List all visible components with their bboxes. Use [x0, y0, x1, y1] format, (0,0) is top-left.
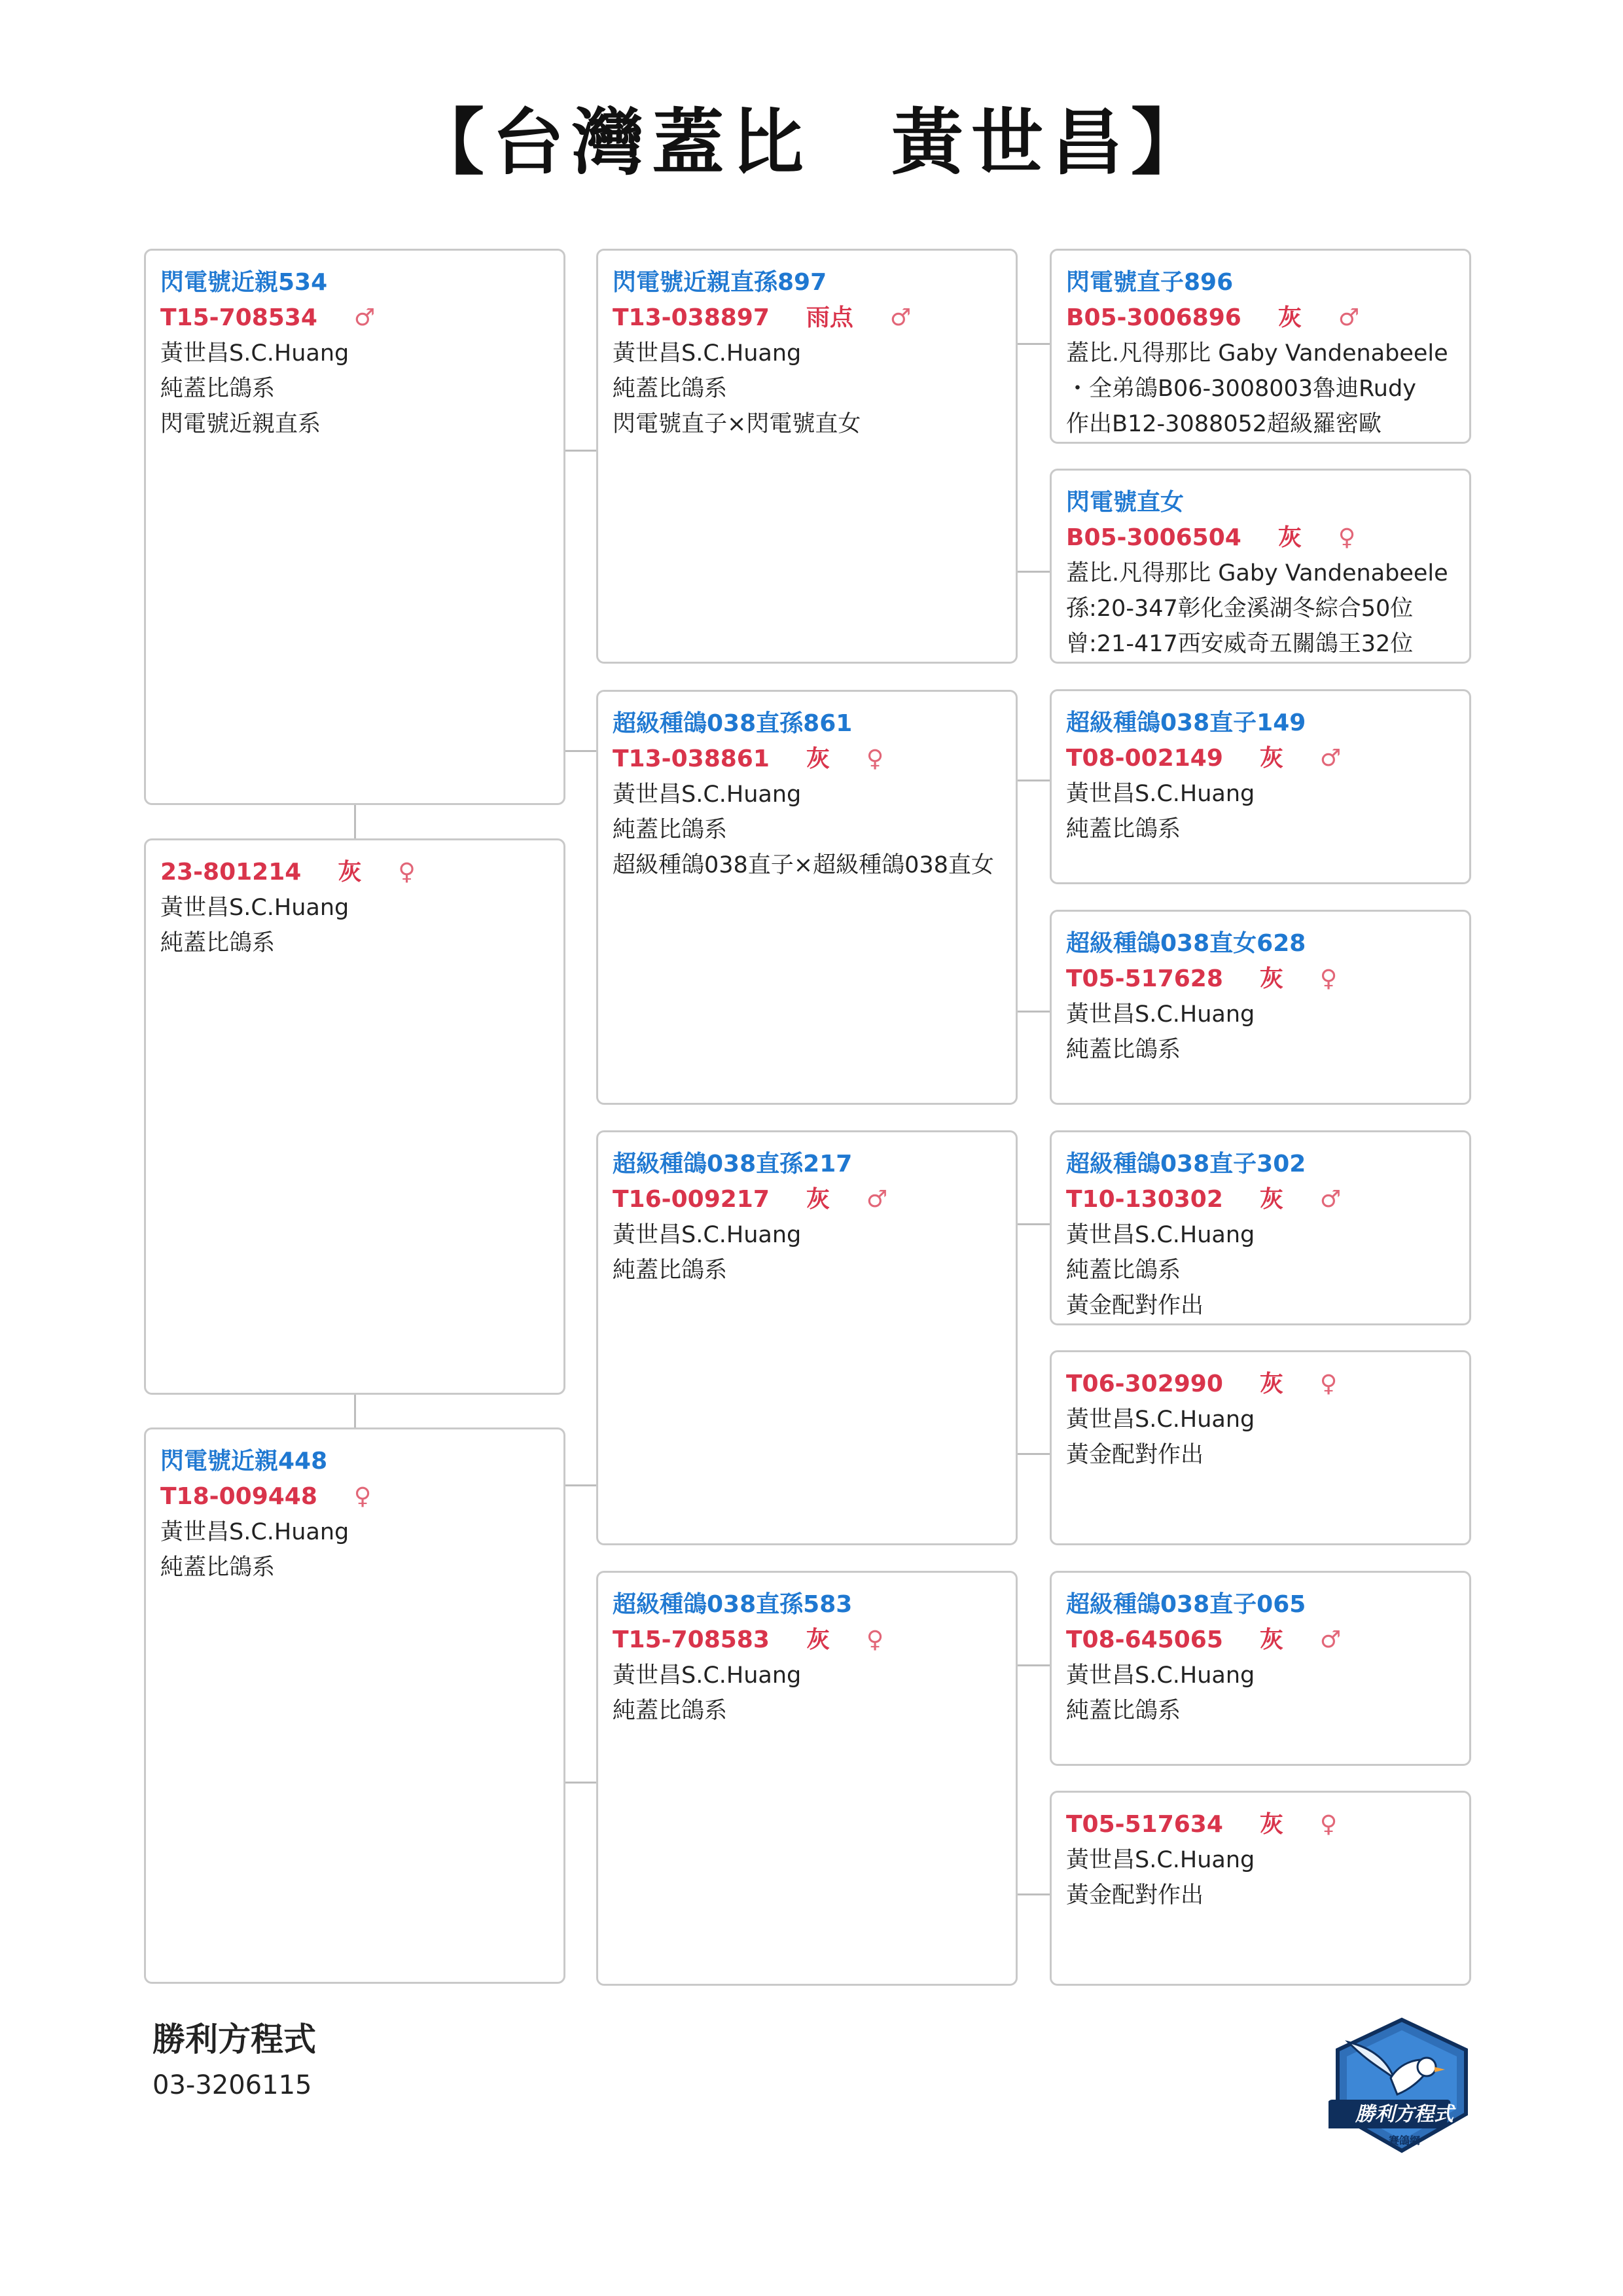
feather-color: 灰	[1259, 1811, 1283, 1838]
connector-line	[1018, 1453, 1050, 1455]
ring-number-row	[1066, 741, 1455, 776]
pigeon-detail-line: 黃世昌S.C.Huang	[1066, 781, 1255, 807]
pigeon-detail-line: 黃世昌S.C.Huang	[1066, 1222, 1255, 1248]
pigeon-name: 閃電號近親534	[160, 269, 328, 296]
pigeon-name: 超級種鴿038直孫217	[613, 1151, 853, 1177]
pigeon-detail-line: 黃世昌S.C.Huang	[613, 781, 802, 808]
ring-number: T05-517634	[1066, 1811, 1223, 1838]
brand-logo-icon	[1329, 2016, 1476, 2157]
pigeon-detail-line: 黃世昌S.C.Huang	[613, 1222, 802, 1248]
feather-color: 灰	[1277, 304, 1302, 331]
feather-color: 灰	[1277, 524, 1302, 551]
feather-color: 灰	[338, 859, 362, 886]
pigeon-name: 超級種鴿038直孫583	[613, 1591, 853, 1618]
female-icon: ♀	[866, 745, 884, 772]
ring-number: T10-130302	[1066, 1186, 1223, 1213]
ring-number: T16-009217	[613, 1186, 770, 1213]
connector-line	[1018, 1664, 1050, 1666]
page-title: 【台灣蓋比 黃世昌】	[412, 100, 1211, 185]
male-icon: ♂	[1319, 1186, 1342, 1213]
male-icon: ♂	[1319, 1626, 1342, 1653]
svg-text:賽鴿網: 賽鴿網	[1388, 2134, 1421, 2147]
ring-number: T15-708583	[613, 1626, 770, 1653]
female-icon: ♀	[1319, 1811, 1338, 1838]
ring-number: T06-302990	[1066, 1371, 1223, 1397]
pedigree-card-ggs-4[interactable]	[1050, 1571, 1471, 1766]
pigeon-detail-line: 蓋比.凡得那比 Gaby Vandenabeele	[1066, 340, 1448, 367]
feather-color: 灰	[1259, 1626, 1283, 1653]
connector-line	[565, 1484, 596, 1486]
ring-number-row	[1066, 1182, 1455, 1217]
male-icon: ♂	[353, 304, 376, 331]
female-icon: ♀	[1319, 1371, 1338, 1397]
male-icon: ♂	[1338, 304, 1360, 331]
pigeon-detail-line: 純蓋比鴿系	[1066, 816, 1181, 842]
female-icon: ♀	[866, 1626, 884, 1653]
pigeon-detail-line: 純蓋比鴿系	[1066, 1037, 1181, 1063]
pigeon-detail-line: 黃世昌S.C.Huang	[1066, 1407, 1255, 1433]
pedigree-card-dam[interactable]	[144, 1427, 565, 1984]
pigeon-name: 閃電號近親448	[160, 1448, 328, 1475]
pigeon-detail-line: 黃世昌S.C.Huang	[1066, 1847, 1255, 1873]
male-icon: ♂	[866, 1186, 888, 1213]
pigeon-detail-line: 黃世昌S.C.Huang	[160, 340, 349, 367]
pigeon-name: 超級種鴿038直子065	[1066, 1591, 1306, 1618]
connector-line	[354, 805, 356, 838]
connector-line	[1018, 1223, 1050, 1225]
pigeon-detail-line: 黃金配對作出	[1066, 1293, 1204, 1319]
pigeon-name: 超級種鴿038直女628	[1066, 930, 1306, 957]
pedigree-card-ggd-1[interactable]	[1050, 469, 1471, 664]
feather-color: 灰	[1259, 1186, 1283, 1213]
pedigree-card-dam-sire[interactable]	[596, 1130, 1018, 1545]
ring-number-row	[1066, 1623, 1455, 1658]
pedigree-card-sire-dam[interactable]	[596, 690, 1018, 1105]
pedigree-card-ggd-2[interactable]	[1050, 910, 1471, 1105]
feather-color: 灰	[1259, 1371, 1283, 1397]
pigeon-detail-line: 黃世昌S.C.Huang	[160, 895, 349, 921]
ring-number-row	[160, 1479, 549, 1515]
ring-number: T08-002149	[1066, 745, 1223, 772]
pigeon-name: 超級種鴿038直子149	[1066, 709, 1306, 736]
ring-number-row	[613, 1182, 1001, 1217]
pigeon-name: 超級種鴿038直孫861	[613, 710, 853, 737]
ring-number-row	[1066, 300, 1455, 336]
pigeon-detail-line: 純蓋比鴿系	[1066, 1257, 1181, 1283]
ring-number: 23-801214	[160, 859, 302, 886]
pigeon-detail-line: 曾:21-417西安威奇五關鴿王32位	[1066, 631, 1414, 657]
pigeon-detail-line: 孫:20-347彰化金溪湖冬綜合50位	[1066, 596, 1414, 622]
pigeon-detail-line: 黃金配對作出	[1066, 1442, 1204, 1468]
pigeon-detail-line: 純蓋比鴿系	[613, 817, 728, 843]
female-icon: ♀	[1338, 524, 1356, 551]
female-icon: ♀	[353, 1483, 372, 1510]
connector-line	[354, 1395, 356, 1427]
pigeon-detail-line: 黃世昌S.C.Huang	[1066, 1001, 1255, 1028]
pigeon-detail-line: 黃世昌S.C.Huang	[613, 1662, 802, 1689]
ring-number-row	[1066, 520, 1455, 556]
feather-color: 灰	[1259, 965, 1283, 992]
connector-line	[1018, 571, 1050, 573]
pigeon-detail-line: 閃電號近親直系	[160, 411, 321, 437]
pedigree-card-sire[interactable]	[144, 838, 565, 1395]
pedigree-card-sire-sire[interactable]	[596, 249, 1018, 664]
ring-number: T15-708534	[160, 304, 317, 331]
connector-line	[1018, 1893, 1050, 1895]
ring-number: T05-517628	[1066, 965, 1223, 992]
footer-phone: 03-3206115	[152, 2070, 312, 2100]
pigeon-detail-line: 閃電號直子×閃電號直女	[613, 411, 861, 437]
ring-number-row	[1066, 961, 1455, 997]
connector-line	[1018, 780, 1050, 781]
connector-line	[565, 450, 596, 452]
ring-number-row	[613, 1623, 1001, 1658]
ring-number-row	[1066, 1807, 1455, 1842]
ring-number: T13-038861	[613, 745, 770, 772]
feather-color: 灰	[806, 1186, 830, 1213]
feather-color: 灰	[806, 1626, 830, 1653]
pigeon-detail-line: 純蓋比鴿系	[160, 930, 276, 956]
pigeon-name: 超級種鴿038直子302	[1066, 1151, 1306, 1177]
pigeon-name: 閃電號近親直孫897	[613, 269, 827, 296]
pigeon-detail-line: 超級種鴿038直子×超級種鴿038直女	[613, 852, 994, 878]
pigeon-detail-line: ・全弟鴿B06-3008003魯迪Rudy	[1066, 376, 1416, 402]
ring-number: T18-009448	[160, 1483, 317, 1510]
feather-color: 灰	[1259, 745, 1283, 772]
pigeon-detail-line: 純蓋比鴿系	[160, 376, 276, 402]
ring-number-row	[160, 855, 549, 890]
connector-line	[1018, 1011, 1050, 1013]
ring-number-row	[1066, 1367, 1455, 1402]
pedigree-card-subject[interactable]	[144, 249, 565, 805]
pedigree-card-dam-dam[interactable]	[596, 1571, 1018, 1986]
footer-company-name: 勝利方程式	[152, 2020, 316, 2058]
female-icon: ♀	[1319, 965, 1338, 992]
ring-number-row	[160, 300, 549, 336]
pedigree-card-ggd-4[interactable]	[1050, 1791, 1471, 1986]
feather-color: 雨点	[806, 304, 853, 331]
feather-color: 灰	[806, 745, 830, 772]
pigeon-detail-line: 黃金配對作出	[1066, 1882, 1204, 1909]
male-icon: ♂	[1319, 745, 1342, 772]
ring-number-row	[613, 300, 1001, 336]
ring-number: T13-038897	[613, 304, 770, 331]
connector-line	[1018, 343, 1050, 345]
ring-number: T08-645065	[1066, 1626, 1223, 1653]
pigeon-detail-line: 黃世昌S.C.Huang	[1066, 1662, 1255, 1689]
pigeon-detail-line: 純蓋比鴿系	[613, 1257, 728, 1283]
connector-line	[565, 1782, 596, 1784]
connector-line	[565, 750, 596, 752]
pigeon-detail-line: 黃世昌S.C.Huang	[613, 340, 802, 367]
ring-number: B05-3006896	[1066, 304, 1241, 331]
pigeon-detail-line: 純蓋比鴿系	[613, 376, 728, 402]
pedigree-card-ggs-2[interactable]	[1050, 689, 1471, 884]
pedigree-card-ggs-1[interactable]	[1050, 249, 1471, 444]
pigeon-detail-line: 作出B12-3088052超級羅密歐	[1066, 411, 1382, 437]
pigeon-detail-line: 蓋比.凡得那比 Gaby Vandenabeele	[1066, 560, 1448, 586]
female-icon: ♀	[398, 859, 416, 886]
pigeon-detail-line: 黃世昌S.C.Huang	[160, 1519, 349, 1545]
pigeon-detail-line: 純蓋比鴿系	[613, 1698, 728, 1724]
ring-number-row	[613, 742, 1001, 777]
pigeon-name: 閃電號直子896	[1066, 269, 1234, 296]
pigeon-name: 閃電號直女	[1066, 489, 1185, 516]
pedigree-card-ggs-3[interactable]	[1050, 1130, 1471, 1325]
pedigree-card-ggd-3[interactable]	[1050, 1350, 1471, 1545]
svg-text:勝利方程式: 勝利方程式	[1355, 2103, 1454, 2126]
male-icon: ♂	[889, 304, 912, 331]
ring-number: B05-3006504	[1066, 524, 1241, 551]
pigeon-detail-line: 純蓋比鴿系	[1066, 1698, 1181, 1724]
pigeon-detail-line: 純蓋比鴿系	[160, 1554, 276, 1581]
